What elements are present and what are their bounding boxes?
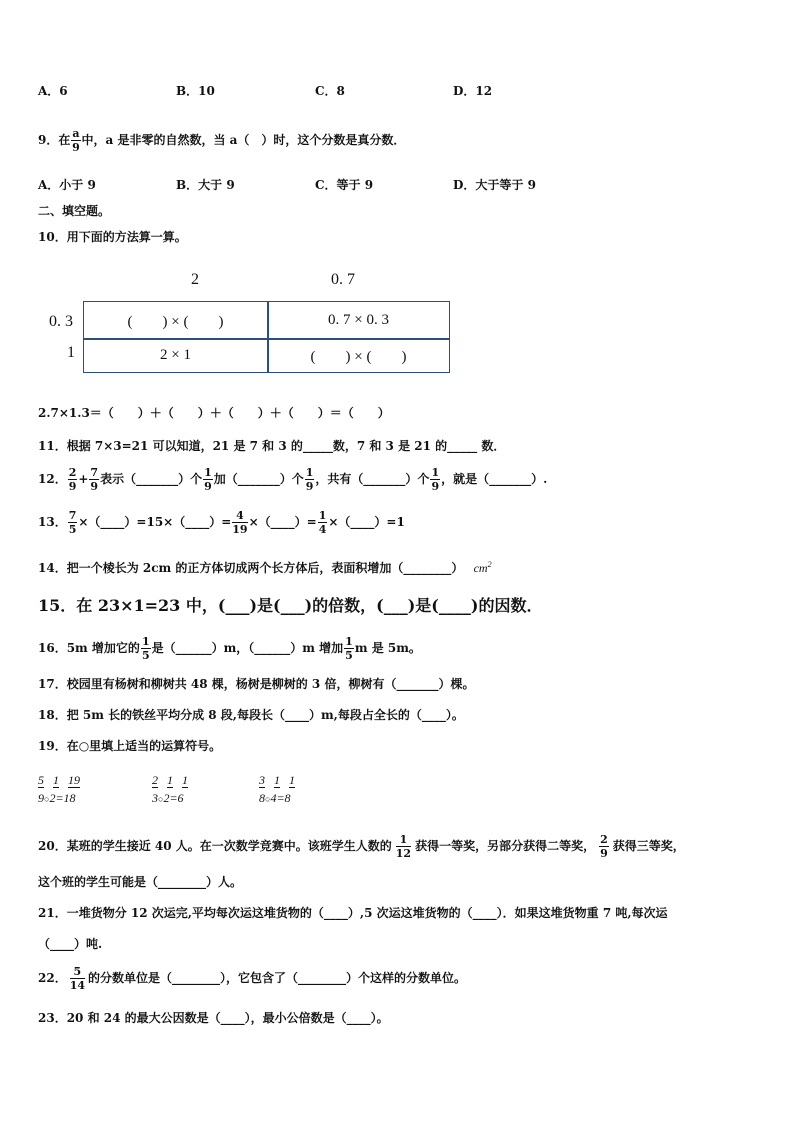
q19-denominators — [38, 791, 76, 806]
q19-denominator: 3 — [152, 791, 158, 805]
q16-fraction-1: $\frac{1}{5}$ — [141, 635, 150, 662]
question-17: 17．校园里有杨树和柳树共 48 棵，杨树是柳树的 3 倍，柳树有（_______）棵。 — [38, 677, 475, 691]
q12-fraction-2: $\frac{7}{9}$ — [90, 466, 99, 493]
q8-option-d: D．12 — [453, 84, 493, 98]
q19-denominator: 2 — [49, 791, 56, 805]
grid-cell-top-right: 0. 7 × 0. 3 — [328, 311, 389, 328]
q9-text: 中，a 是非零的自然数，当 a（ ）时，这个分数是真分数． — [81, 133, 406, 147]
q19-equals: = — [169, 791, 178, 805]
q19-denominator: 9 — [38, 791, 44, 805]
question-20-line-2: 这个班的学生可能是（________）人。 — [38, 875, 243, 889]
q19-expression-3 — [259, 774, 319, 814]
q10-left-label-2: 1 — [67, 344, 75, 361]
q12-fraction-3: $\frac{1}{9}$ — [204, 466, 212, 493]
question-23: 23．20 和 24 的最大公因数是（____），最小公倍数是（____）。 — [38, 1011, 389, 1025]
q19-numerator: 19 — [68, 773, 80, 787]
q19-denominator: 6 — [177, 791, 184, 805]
q19-numerator: 1 — [182, 773, 188, 787]
q19-denominator: 18 — [63, 791, 76, 805]
q12-fraction-5: $\frac{1}{9}$ — [431, 466, 440, 493]
q16-fraction-2: $\frac{1}{5}$ — [345, 635, 353, 662]
question-18: 18．把 5m 长的铁丝平均分成 8 段,每段长（____）m,每段占全长的（____）。 — [38, 708, 464, 722]
q13-fraction-2: $\frac{4}{19}$ — [232, 509, 248, 536]
q19-equals: = — [276, 791, 285, 805]
q9-option-b: B．大于 9 — [176, 178, 235, 192]
q19-denominator: 8 — [259, 791, 265, 805]
q19-numerator: 5 — [38, 773, 44, 787]
question-16: 16．5m 增加它的 $\frac{1}{5}$ 是（______）m，（______）m 增加 $\frac{1}{5}$ m 是 5m。 — [38, 635, 421, 662]
question-20: 20．某班的学生接近 40 人。在一次数学竞赛中。该班学生人数的 $\frac{1}{12}$ 获得一等奖，另部分获得二等奖， $\frac{2}{9}$ 获得三等奖， — [38, 833, 685, 860]
question-11: 11．根据 7×3=21 可以知道，21 是 7 和 3 的_____数，7 和 3 是 21 的_____ 数． — [38, 439, 506, 453]
q9-option-d: D．大于等于 9 — [453, 178, 536, 192]
q9-fraction: $\frac{a}{9}$ — [72, 127, 80, 154]
question-10: 10．用下面的方法算一算。 — [38, 230, 187, 244]
question-14: 14．把一个棱长为 2cm 的正方体切成两个长方体后，表面积增加（________） $cm^2$ — [38, 560, 492, 575]
q20-fraction-2: $\frac{2}{9}$ — [600, 833, 608, 860]
q19-numerator: 2 — [152, 773, 158, 787]
q8-option-b: B．10 — [176, 84, 215, 98]
q10-top-label-1: 2 — [191, 271, 199, 288]
q19-expression-1 — [38, 774, 98, 814]
q19-operator-circle[interactable]: ○ — [158, 794, 164, 804]
q20-fraction-1: $\frac{1}{12}$ — [395, 833, 412, 860]
q12-fraction-4: $\frac{1}{9}$ — [305, 466, 314, 493]
q9-option-a: A．小于 9 — [38, 178, 96, 192]
q10-top-label-2: 0. 7 — [331, 271, 355, 288]
grid-cell-bottom-right[interactable]: ( ) × ( ) — [310, 349, 407, 365]
q19-numerator: 1 — [274, 773, 280, 787]
q19-numerator: 3 — [259, 773, 265, 787]
question-12: 12． $\frac{2}{9}$ + $\frac{7}{9}$ 表示（_______）个 $\frac{1}{9}$ 加（_______）个 $\frac{1}{9}$ ，共有（_______）个 $\frac{1}{9}$ ，就是（_______）. — [38, 466, 548, 493]
question-9 — [38, 128, 405, 153]
q19-numerator: 1 — [167, 773, 173, 787]
q12-fraction-1: $\frac{2}{9}$ — [68, 466, 77, 493]
q19-denominators — [152, 791, 184, 806]
q19-denominators — [259, 791, 291, 806]
q19-operator-circle[interactable]: ○ — [265, 794, 271, 804]
question-22: 22． $\frac{5}{14}$ 的分数单位是（________），它包含了（________）个这样的分数单位。 — [38, 965, 467, 992]
q13-fraction-1: $\frac{7}{5}$ — [68, 509, 77, 536]
section-heading: 二、填空题。 — [38, 204, 111, 218]
q8-option-c: C．8 — [315, 84, 345, 98]
q19-denominator: 4 — [270, 791, 277, 805]
q19-denominator: 2 — [163, 791, 170, 805]
q9-number: 9．在 — [38, 133, 71, 147]
q13-fraction-3: $\frac{1}{4}$ — [318, 509, 327, 536]
question-13: 13． $\frac{7}{5}$ ×（____）=15×（____）= $\frac{4}{19}$ ×（____）= $\frac{1}{4}$ ×（____）=1 — [38, 509, 405, 536]
q19-equals: = — [55, 791, 64, 805]
q22-fraction: $\frac{5}{14}$ — [69, 965, 86, 992]
q10-sum-line: 2.7×1.3＝（ ）＋（ ）＋（ ）＋（ ）＝（ ） — [38, 406, 390, 420]
grid-cell-bottom-left: 2 × 1 — [160, 347, 191, 363]
q8-option-a: A．6 — [38, 84, 68, 98]
grid-cell-top-left[interactable]: ( ) × ( ) — [127, 313, 224, 330]
q9-option-c: C．等于 9 — [315, 178, 374, 192]
q19-operator-circle[interactable]: ○ — [44, 794, 50, 804]
q19-numerator: 1 — [53, 773, 59, 787]
question-19: 19．在○里填上适当的运算符号。 — [38, 739, 222, 753]
question-21-line-2: （____）吨. — [38, 937, 103, 951]
q10-multiplication-grid — [83, 301, 450, 373]
q19-expression-2 — [152, 774, 212, 814]
question-21: 21．一堆货物分 12 次运完,平均每次运这堆货物的（____）,5 次运这堆货物的（____）．如果这堆货物重 7 吨,每次运 — [38, 906, 668, 920]
q19-numerator: 1 — [289, 773, 295, 787]
q19-denominator: 8 — [284, 791, 291, 805]
q14-unit: $cm^2$ — [473, 560, 492, 575]
question-15: 15．在 23×1=23 中，(___)是(___)的倍数，(___)是(____)的因数． — [38, 596, 543, 615]
q10-left-label-1: 0. 3 — [49, 313, 73, 330]
